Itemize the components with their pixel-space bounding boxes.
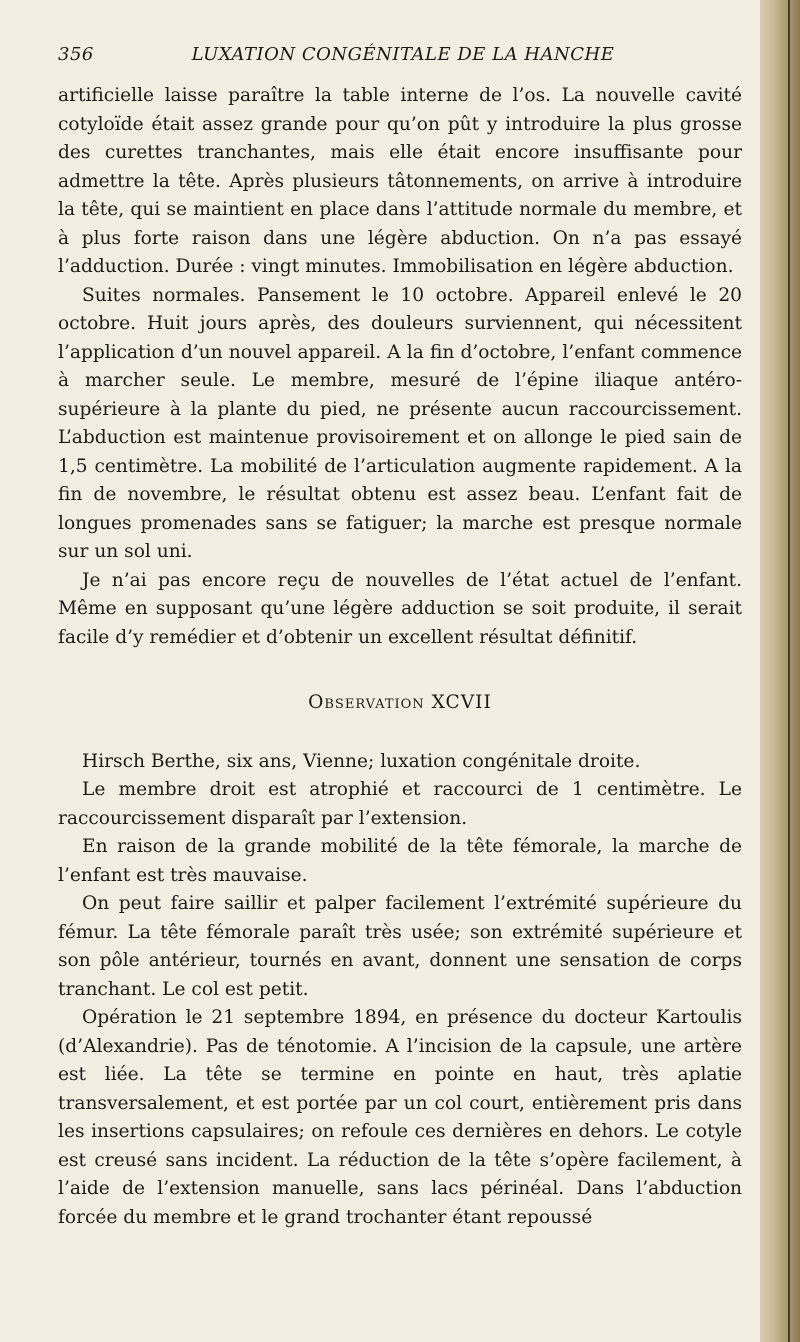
- spine-shadow-line: [788, 0, 790, 1342]
- observation-heading: [58, 689, 742, 718]
- paragraph: Opération le 21 septembre 1894, en présence du docteur Kartoulis (d’Alexandrie). Pas de ténotomie. A l’incision de la capsule, une artère est liée. La tête se termine en pointe en haut, très aplatie transversalement, et est portée par un col court, entièrement pris dans les insertions capsulaires; on refoule ces dernières en dehors. Le cotyle est creusé sans incident. La réduction de la tête s’opère facilement, à l’aide de l’extension manuelle, sans lacs périnéal. Dans l’abduction forcée du membre et le grand trochanter étant repoussé: [58, 1007, 742, 1228]
- page-number: 356: [58, 44, 94, 65]
- paragraph: En raison de la grande mobilité de la tête fémorale, la marche de l’enfant est très mauvaise.: [58, 836, 742, 886]
- book-spine-edge: [760, 0, 800, 1342]
- paragraph: Je n’ai pas encore reçu de nouvelles de l’état actuel de l’enfant. Même en supposant qu’une légère adduction se soit produite, il serait facile d’y remédier et d’obtenir un excellent résultat définitif.: [58, 569, 742, 648]
- paragraph: artificielle laisse paraître la table interne de l’os. La nouvelle cavité cotyloïde était assez grande pour qu’on pût y introduire la plus grosse des curettes tranchantes, mais elle était encore insuffisante pour admettre la tête. Après plusieurs tâtonnements, on arrive à introduire la tête, qui se maintient en place dans l’attitude normale du membre, et à plus forte raison dans une légère abduction. On n’a pas essayé l’adduction. Durée : vingt minutes. Immobilisation en légère abduction.: [58, 85, 742, 277]
- paragraph: Suites normales. Pansement le 10 octobre. Appareil enlevé le 20 octobre. Huit jours après, des douleurs surviennent, qui nécessitent l’application d’un nouvel appareil. A la fin d’octobre, l’enfant commence à marcher seule. Le membre, mesuré de l’épine iliaque antéro-supérieure à la plante du pied, ne présente aucun raccourcissement. L’abduction est maintenue provisoirement et on allonge le pied sain de 1,5 centimètre. La mobilité de l’articulation augmente rapidement. A la fin de novembre, le résultat obtenu est assez beau. L’enfant fait de longues promenades sans se fatiguer; la marche est presque normale sur un sol uni.: [58, 284, 742, 562]
- running-title: LUXATION CONGÉNITALE DE LA HANCHE: [191, 44, 615, 65]
- paragraph: On peut faire saillir et palper facilement l’extrémité supérieure du fémur. La tête fémorale paraît très usée; son extrémité supérieure et son pôle antérieur, tournés en avant, donnent une sensation de corps tranchant. Le col est petit.: [58, 893, 742, 1000]
- paragraph: Hirsch Berthe, six ans, Vienne; luxation congénitale droite.: [82, 750, 641, 772]
- paragraph: Le membre droit est atrophié et raccourci de 1 centimètre. Le raccourcissement disparaît par l’extension.: [58, 779, 742, 829]
- observation-heading-text: Observation XCVII: [308, 692, 492, 713]
- page-body: [58, 82, 742, 1232]
- page-header: [58, 44, 748, 74]
